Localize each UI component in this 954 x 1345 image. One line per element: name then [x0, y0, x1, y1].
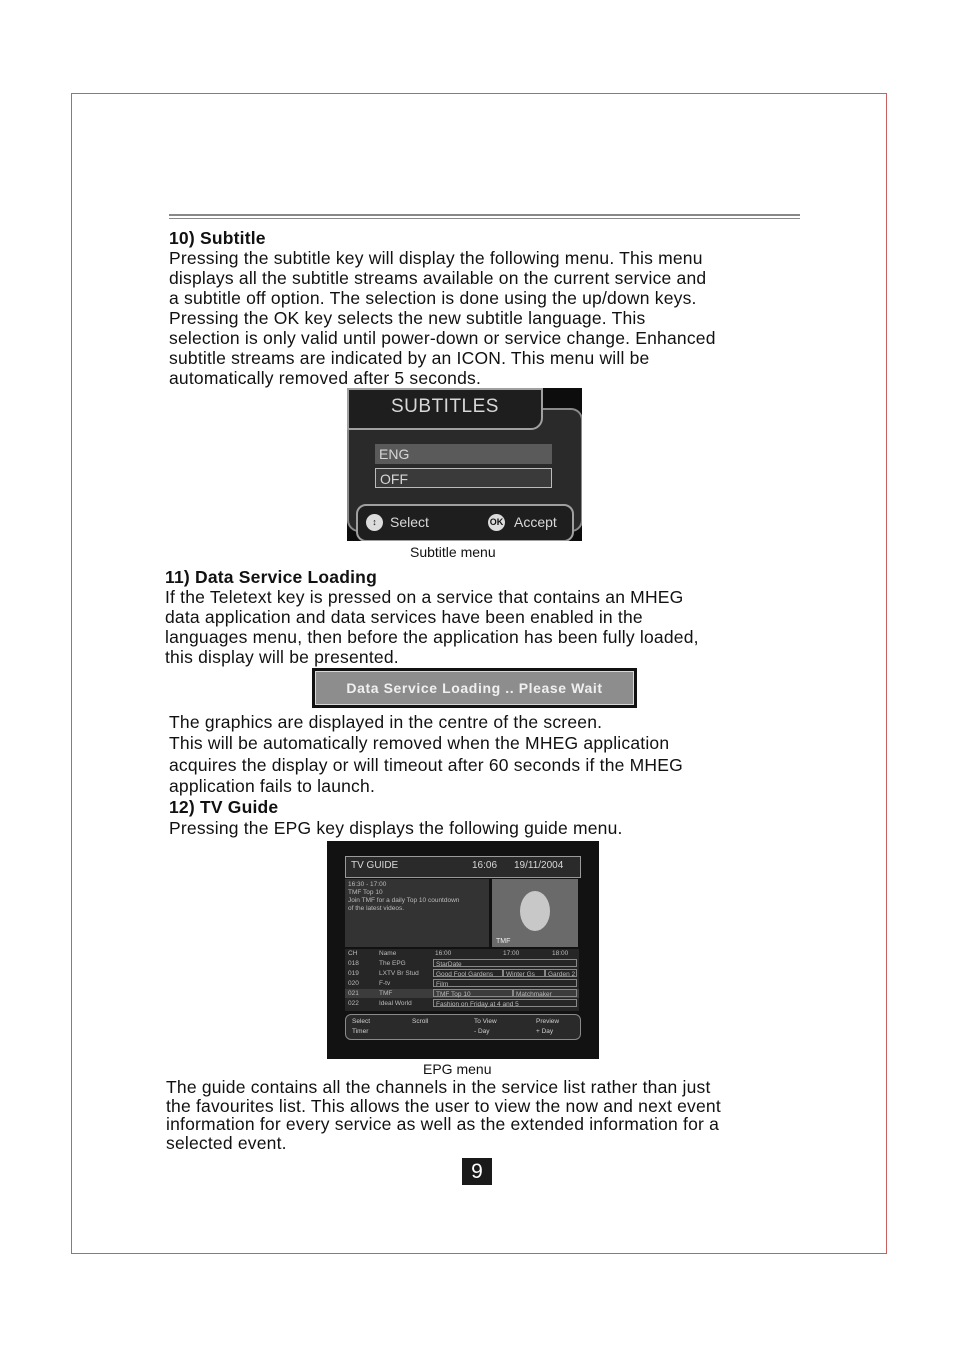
footer-preview-label: Preview — [536, 1018, 560, 1025]
channel-name: TMF — [379, 990, 393, 997]
page-number: 9 — [462, 1158, 492, 1185]
event-cell: Winter Gs — [503, 969, 545, 977]
loading-banner-inner — [315, 671, 634, 705]
channel-name: The EPG — [379, 960, 406, 967]
grid-header-cell: 16:00 — [435, 950, 452, 957]
event-cell: Good Fool Gardens — [433, 969, 503, 977]
epg-date: 19/11/2004 — [514, 860, 564, 871]
event-cell: Matchmaker — [513, 989, 577, 997]
epg-time: 16:06 — [472, 860, 498, 871]
subtitle-option-eng: ENG — [375, 444, 552, 464]
preview-image — [520, 891, 550, 931]
paragraph-line: Pressing the OK key selects the new subtitle language. This — [169, 308, 646, 328]
grid-header-cell: Name — [379, 950, 397, 957]
event-cell: TMF Top 10 — [433, 989, 513, 997]
paragraph-line: this display will be presented. — [165, 647, 399, 667]
table-row-selected — [345, 989, 579, 998]
footer-to-view-label: To View — [474, 1018, 497, 1025]
channel-number: 020 — [348, 980, 359, 987]
data-service-loading-banner — [312, 668, 637, 708]
ok-button-icon: OK — [488, 514, 505, 531]
paragraph-line: selection is only valid until power-down or service change. Enhanced — [169, 328, 716, 348]
subtitles-title: SUBTITLES — [391, 396, 499, 417]
loading-banner-label: Data Service Loading .. Please Wait — [346, 680, 603, 696]
footer-scroll-label: Scroll — [412, 1018, 429, 1025]
figure-caption-subtitle: Subtitle menu — [410, 544, 496, 560]
footer-minus-day-label: - Day — [474, 1028, 490, 1035]
channel-number: 019 — [348, 970, 359, 977]
grid-header-cell: CH — [348, 950, 358, 957]
subtitles-menu-screenshot — [347, 388, 582, 541]
epg-footer — [345, 1014, 581, 1040]
channel-name: Ideal World — [379, 1000, 412, 1007]
paragraph-line: application fails to launch. — [169, 776, 376, 796]
paragraph-line: displays all the subtitle streams available on the current service and — [169, 268, 707, 288]
paragraph-line: This will be automatically removed when the MHEG application — [169, 733, 670, 753]
header-rule-top — [169, 214, 800, 216]
section-heading-tv-guide: 12) TV Guide — [169, 797, 279, 817]
select-label: Select — [390, 514, 429, 530]
subtitles-footer — [356, 504, 574, 541]
paragraph-line: Pressing the subtitle key will display the following menu. This menu — [169, 248, 703, 268]
event-cell: Film — [433, 979, 577, 987]
grid-header-cell: 17:00 — [503, 950, 520, 957]
paragraph-line: data application and data services have been enabled in the — [165, 607, 643, 627]
table-row — [345, 979, 579, 988]
table-row — [345, 969, 579, 978]
paragraph-line: a subtitle off option. The selection is done using the up/down keys. — [169, 288, 697, 308]
table-row — [345, 999, 579, 1008]
channel-name: LXTV Br Stud — [379, 970, 419, 977]
section-heading-subtitle: 10) Subtitle — [169, 228, 266, 248]
footer-timer-label: Timer — [352, 1028, 369, 1035]
epg-info-line: of the latest videos. — [348, 905, 405, 912]
epg-info-line: Join TMF for a daily Top 10 countdown — [348, 897, 460, 904]
channel-number: 018 — [348, 960, 359, 967]
paragraph-line: selected event. — [166, 1133, 287, 1153]
paragraph-line: The graphics are displayed in the centre of the screen. — [169, 712, 603, 732]
figure-caption-epg: EPG menu — [423, 1061, 492, 1077]
paragraph-line: subtitle streams are indicated by an ICON. This menu will be — [169, 348, 650, 368]
event-cell: StarDate — [433, 959, 577, 967]
paragraph-line: acquires the display or will timeout after 60 seconds if the MHEG — [169, 755, 683, 775]
channel-number: 022 — [348, 1000, 359, 1007]
updown-arrows-icon: ↕ — [366, 514, 383, 531]
epg-title: TV GUIDE — [351, 860, 399, 871]
event-cell: Fashion on Friday at 4 and 5 — [433, 999, 577, 1007]
table-row — [345, 959, 579, 968]
paragraph-line: automatically removed after 5 seconds. — [169, 368, 482, 388]
channel-name: F-tv — [379, 980, 391, 987]
channel-number: 021 — [348, 990, 359, 997]
epg-menu-screenshot — [327, 841, 599, 1059]
epg-info-line: TMF Top 10 — [348, 889, 383, 896]
grid-header-cell: 18:00 — [552, 950, 569, 957]
paragraph-line: Pressing the EPG key displays the following guide menu. — [169, 818, 623, 838]
paragraph-line: the favourites list. This allows the user to view the now and next event — [166, 1096, 721, 1116]
subtitle-option-off: OFF — [375, 468, 552, 488]
epg-preview-thumbnail — [492, 879, 578, 947]
preview-channel-label: TMF — [496, 938, 511, 945]
footer-plus-day-label: + Day — [536, 1028, 554, 1035]
epg-header — [345, 856, 581, 878]
paragraph-line: If the Teletext key is pressed on a service that contains an MHEG — [165, 587, 684, 607]
epg-event-info — [345, 879, 489, 947]
footer-select-label: Select — [352, 1018, 371, 1025]
paragraph-line: information for every service as well as the extended information for a — [166, 1114, 720, 1134]
event-cell: Garden 2 — [545, 969, 577, 977]
epg-grid — [345, 949, 579, 1011]
section-heading-data-service: 11) Data Service Loading — [165, 567, 377, 587]
epg-info-line: 16:30 - 17:00 — [348, 881, 387, 888]
paragraph-line: languages menu, then before the application has been fully loaded, — [165, 627, 699, 647]
header-rule-bottom — [169, 218, 800, 219]
epg-grid-header — [345, 949, 579, 958]
accept-label: Accept — [514, 514, 557, 530]
paragraph-line: The guide contains all the channels in the service list rather than just — [166, 1077, 711, 1097]
